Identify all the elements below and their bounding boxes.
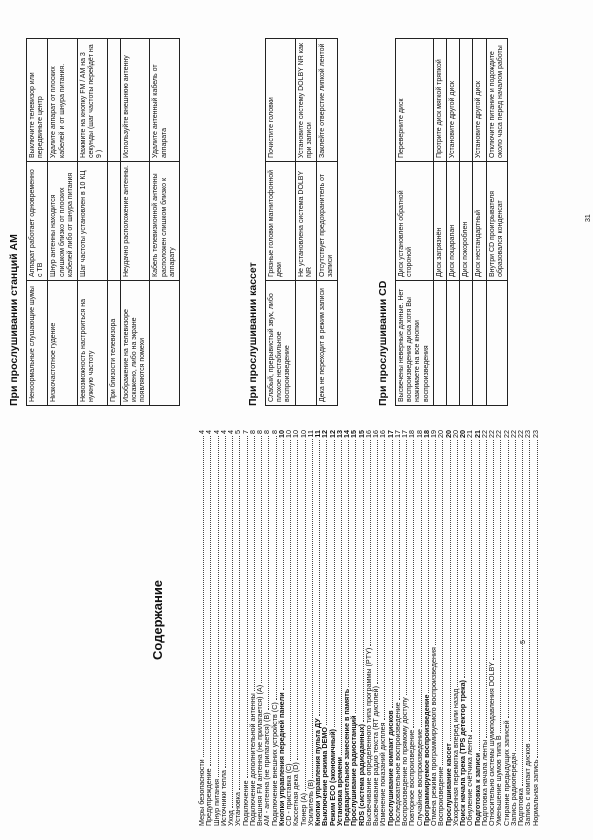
contents-entry-title: Кнопки управления пульта ДУ bbox=[313, 718, 322, 826]
contents-entry-title: Обнуление счётчика ленты bbox=[465, 734, 475, 826]
symptom-cell: Слабый, прерывистый звук, либо плохое нестабильное воспроизведение bbox=[266, 281, 296, 406]
contents-leader-dots bbox=[330, 440, 335, 727]
symptom-cell bbox=[486, 281, 507, 406]
cassette-table bbox=[265, 38, 338, 406]
remedy-cell: Переверните диск bbox=[396, 39, 434, 162]
table-row bbox=[78, 39, 108, 406]
contents-leader-dots bbox=[518, 440, 523, 786]
contents-entry-title: Режим ECO (экономичный) bbox=[327, 728, 337, 826]
contents-title: Содержание bbox=[150, 579, 165, 661]
contents-entry-page: 12 bbox=[320, 430, 330, 438]
remedy-cell bbox=[107, 39, 120, 162]
contents-leader-dots bbox=[489, 440, 494, 660]
cause-cell: Внутри CD проигрывателя образовался конденсат bbox=[486, 162, 507, 281]
symptom-cell: Невозможность настроиться на нужную частоту bbox=[78, 281, 108, 406]
cd-section-title: При прослушивании CD bbox=[377, 280, 389, 406]
contents-leader-dots bbox=[322, 440, 327, 725]
contents-entry-title: Нормальная запись bbox=[530, 759, 540, 826]
symptom-cell bbox=[460, 281, 473, 406]
cause-cell: Диск покороблен bbox=[460, 162, 473, 281]
contents-entry bbox=[198, 430, 205, 826]
contents-entry bbox=[300, 430, 307, 826]
contents-entry-title: Тюнер (А) bbox=[298, 792, 308, 826]
cause-cell: Неудачно расположение антенны. bbox=[120, 162, 150, 281]
remedy-cell: Отключите питание и подождите около часа перед началом работы bbox=[486, 39, 507, 162]
contents-entry-page: 21 bbox=[472, 430, 482, 438]
table-row bbox=[295, 39, 316, 406]
contents-leader-dots bbox=[315, 440, 320, 717]
contents-entry-title: Установка времени bbox=[334, 756, 344, 826]
contents-entry-page: 14 bbox=[342, 430, 351, 438]
contents-entry-title: Подготовка к записи bbox=[472, 752, 482, 826]
contents-entry-page: 8 bbox=[247, 430, 257, 434]
contents-leader-dots bbox=[453, 440, 458, 687]
contents-entry-page: 16 bbox=[378, 430, 388, 438]
cause-cell: Кабель телевизионной антенны расположен слишком близко к аппарату bbox=[150, 162, 180, 281]
contents-entry-page: 5 bbox=[233, 430, 243, 434]
contents-leader-dots bbox=[525, 440, 530, 741]
table-row bbox=[486, 39, 507, 406]
contents-entry-page: 4 bbox=[218, 430, 228, 434]
symptom-cell: Низкочастотное гудение bbox=[48, 281, 78, 406]
contents-entry bbox=[234, 430, 241, 826]
contents-entry-page: 22 bbox=[487, 430, 496, 438]
contents-leader-dots bbox=[395, 440, 400, 700]
contents-entry-page: 8 bbox=[269, 430, 279, 434]
contents-entry-page: 23 bbox=[530, 430, 540, 438]
contents-entry-title: Высвечивание определенного типа программы (PTY) bbox=[363, 647, 373, 826]
contents-entry-title: Ускоренная перемотка вперед или назад bbox=[450, 688, 460, 826]
contents-leader-dots bbox=[409, 440, 414, 728]
page-number-left: 5 bbox=[520, 640, 527, 644]
contents-entry bbox=[292, 430, 299, 826]
table-row bbox=[48, 39, 78, 406]
am-table bbox=[26, 38, 180, 406]
cause-cell: Аппарат работает одновременно с ТВ bbox=[27, 162, 48, 281]
cd-table bbox=[395, 38, 508, 406]
contents-entry-title: Высвечивание радио текста (RT дисплей) bbox=[371, 686, 380, 826]
contents-entry-title: Подготовка bbox=[516, 788, 525, 826]
symptom-cell: Высвечены неверные данные. Нет воспроизведения диска хотя Вы нажимаете на все кнопки воспроизведения bbox=[396, 281, 434, 406]
contents-leader-dots bbox=[402, 440, 407, 695]
contents-entry-page: 4 bbox=[204, 430, 214, 434]
cause-cell: Шнур антенны находится слишком близко от плоских кабелей либо от шнура питания bbox=[48, 162, 78, 281]
remedy-cell: Почистите головки bbox=[266, 39, 296, 162]
am-section-title: При прослушивании станций АМ bbox=[8, 234, 20, 406]
contents-entry-page: 10 bbox=[298, 430, 308, 438]
contents-entry-page: 17 bbox=[400, 430, 409, 438]
contents-entry-page: 11 bbox=[305, 430, 315, 438]
table-row bbox=[317, 39, 338, 406]
cause-cell: Диск нестандартный bbox=[473, 162, 486, 281]
contents-entry-title: Усилитель (В) bbox=[305, 779, 315, 826]
contents-leader-dots bbox=[344, 440, 349, 687]
contents-entry-page: 17 bbox=[392, 430, 402, 438]
contents-leader-dots bbox=[438, 440, 443, 765]
contents-entry-page: 18 bbox=[407, 430, 417, 438]
contents-entry-page: 10 bbox=[276, 430, 286, 438]
contents-entry-title: Стирание предыдущих записей bbox=[501, 720, 511, 826]
contents-entry-title: Запись радиопередач bbox=[508, 752, 518, 826]
table-row bbox=[396, 39, 434, 406]
cassette-section-title: При прослушивании кассет bbox=[247, 262, 259, 406]
contents-entry-page: 11 bbox=[313, 430, 322, 438]
contents-entry-page: 20 bbox=[436, 430, 446, 438]
cause-cell: Грязные головки магнитофонной деки bbox=[266, 162, 296, 281]
remedy-cell: Нажмите на кнопку FM / AM на 3 секунды (шаг частоты перейдёт на 9 ) bbox=[78, 39, 108, 162]
page-number-right: 31 bbox=[585, 214, 592, 222]
contents-entry-title: Кассетная дека (D) bbox=[291, 762, 301, 826]
contents-entry-page: 20 bbox=[458, 430, 467, 438]
symptom-cell: Неноормальные слушающие шумы bbox=[27, 281, 48, 406]
contents-leader-dots bbox=[337, 440, 342, 755]
contents-leader-dots bbox=[482, 440, 487, 738]
remedy-cell: Протрите диск мягкой тряпкой bbox=[433, 39, 446, 162]
contents-entry bbox=[213, 430, 220, 826]
contents-leader-dots bbox=[467, 440, 472, 732]
contents-entry-title: Воспроизведение по прямому доступу bbox=[400, 697, 409, 826]
contents-entry-title: Подключение bbox=[240, 780, 250, 826]
remedy-cell: Установите другой диск bbox=[473, 39, 486, 162]
contents-leader-dots bbox=[293, 440, 298, 760]
table-row bbox=[433, 39, 446, 406]
remedy-cell: Удалите аппарат от плоских кабелей и от шнура питания. bbox=[48, 39, 78, 162]
remedy-cell: Установите другой диск bbox=[447, 39, 460, 162]
contents-leader-dots bbox=[504, 440, 509, 718]
contents-entry-page: 23 bbox=[523, 430, 533, 438]
contents-entry-page: 10 bbox=[284, 430, 293, 438]
contents-leader-dots bbox=[272, 436, 277, 700]
table-row bbox=[266, 39, 296, 406]
contents-entry-title: Предварительное занесение в память bbox=[342, 688, 351, 826]
cause-cell: Шаг частоты установлен в 10 КЦ bbox=[78, 162, 108, 281]
cause-cell: Не установлена система DOLBY NR bbox=[295, 162, 316, 281]
contents-leader-dots bbox=[460, 440, 465, 678]
cause-cell bbox=[107, 162, 120, 281]
contents-entry-page: 18 bbox=[421, 430, 431, 438]
symptom-cell bbox=[150, 281, 180, 406]
contents-entry-title: Программируемое воспроизведение bbox=[421, 694, 431, 826]
contents-entry-page: 4 bbox=[226, 430, 235, 434]
contents-entry-page: 7 bbox=[240, 430, 250, 434]
contents-leader-dots bbox=[206, 436, 211, 766]
contents-entry bbox=[227, 430, 234, 826]
remedy-cell: Заклейте отверстие липкой лентой bbox=[317, 39, 338, 162]
contents-leader-dots bbox=[228, 436, 233, 808]
contents-entry-page: 22 bbox=[508, 430, 518, 438]
contents-entry-page: 18 bbox=[414, 430, 424, 438]
table-row bbox=[107, 39, 120, 406]
contents-leader-dots bbox=[264, 436, 269, 710]
cause-cell: Диск поцарапан bbox=[447, 162, 460, 281]
remedy-cell: Используйте внешнюю антенну bbox=[120, 39, 150, 162]
contents-entry-title: АМ - антенна (не прилагается) (В) bbox=[262, 712, 272, 826]
contents-entry-title: Случайное воспроизведение bbox=[414, 729, 424, 826]
contents-leader-dots bbox=[235, 436, 240, 790]
contents-leader-dots bbox=[214, 436, 219, 777]
contents-entry-page: 22 bbox=[479, 430, 489, 438]
contents-page bbox=[0, 420, 593, 840]
contents-entry-title: CD - приставка (С) bbox=[284, 763, 293, 826]
contents-entry bbox=[220, 430, 227, 826]
contents-entry-page: 4 bbox=[211, 430, 221, 434]
table-row bbox=[120, 39, 150, 406]
contents-entry-title: Поиск начала трека (TPS детектор трека) bbox=[458, 679, 467, 826]
contents-entry-title: Шнур питания bbox=[211, 778, 221, 826]
contents-leader-dots bbox=[431, 440, 436, 645]
contents-entry-title: Меры безопасности bbox=[197, 759, 206, 826]
contents-entry-title: Внешняя FM антенна (не прилагается) (А) bbox=[255, 684, 264, 826]
contents-entry-page: 16 bbox=[363, 430, 373, 438]
contents-leader-dots bbox=[446, 440, 451, 741]
contents-leader-dots bbox=[286, 440, 291, 761]
contents-entry-page: 22 bbox=[501, 430, 511, 438]
contents-leader-dots bbox=[380, 440, 385, 720]
contents-leader-dots bbox=[351, 440, 356, 713]
contents-entry-title: Подключение внешних устройств (С) bbox=[269, 702, 279, 826]
remedy-cell: Удалите антенный кабель от аппарата bbox=[150, 39, 180, 162]
contents-leader-dots bbox=[257, 436, 262, 683]
contents-entry-title: Воспроизведение bbox=[436, 766, 446, 826]
contents-leader-dots bbox=[475, 440, 480, 751]
contents-leader-dots bbox=[243, 436, 248, 778]
contents-leader-dots bbox=[359, 440, 364, 722]
contents-leader-dots bbox=[533, 440, 538, 758]
contents-entry-title: Относительно системы шумоподавления DOLBY bbox=[487, 661, 496, 826]
contents-entry-title: Отмена режима программируемого воспроизведения bbox=[429, 647, 438, 826]
remedy-cell: Установите систему DOLBY NR как при записи bbox=[295, 39, 316, 162]
contents-leader-dots bbox=[308, 439, 313, 777]
table-row bbox=[447, 39, 460, 406]
contents-entry bbox=[532, 430, 539, 826]
contents-entry-page: 4 bbox=[197, 430, 206, 434]
contents-entry-page: 15 bbox=[356, 430, 366, 438]
contents-entry-title: Кнопки управления передней панели bbox=[276, 692, 286, 826]
contents-leader-dots bbox=[424, 440, 429, 693]
contents-entry-title: Изменение показаний дисплея bbox=[378, 722, 388, 826]
remedy-cell bbox=[460, 39, 473, 162]
contents-leader-dots bbox=[301, 440, 306, 791]
contents-entry-title: Прослушивание кассет bbox=[443, 743, 453, 826]
contents-entry-page: 10 bbox=[291, 430, 301, 438]
contents-entry-title: Выключение режима DEMO bbox=[320, 727, 330, 826]
contents-entry-page: 22 bbox=[494, 430, 504, 438]
contents-entry-title: Повторное воспроизведение bbox=[407, 729, 417, 826]
symptom-cell: Дека не переходит в режим записи bbox=[317, 281, 338, 406]
table-row bbox=[150, 39, 180, 406]
contents-entry bbox=[205, 430, 212, 826]
contents-entry-title: Подключение дополнительной антенны bbox=[247, 693, 257, 826]
cause-cell: Диск установлен обратной стороной bbox=[396, 162, 434, 281]
symptom-cell bbox=[447, 281, 460, 406]
symptom-cell bbox=[295, 281, 316, 406]
contents-entry-title: Источники тепла bbox=[218, 770, 228, 826]
contents-entry-title: Последовательное воспроизведение bbox=[392, 702, 402, 826]
contents-entry-title: Уход bbox=[226, 810, 235, 826]
remedy-cell: Выключите телевизор или передвиньте центр bbox=[27, 39, 48, 162]
contents-leader-dots bbox=[250, 436, 255, 691]
contents-leader-dots bbox=[366, 440, 371, 646]
table-row bbox=[473, 39, 486, 406]
contents-entry-page: 15 bbox=[349, 430, 359, 438]
symptom-cell bbox=[473, 281, 486, 406]
contents-entry-page: 19 bbox=[429, 430, 438, 438]
table-row bbox=[27, 39, 48, 406]
contents-entry-title: RDS (система радиоданных) bbox=[356, 723, 366, 826]
contents-leader-dots bbox=[417, 440, 422, 727]
contents-leader-dots bbox=[388, 440, 393, 708]
contents-entry-title: Подготовка начала ленты bbox=[479, 739, 489, 826]
cause-cell: Диск загрязнён bbox=[433, 162, 446, 281]
contents-entry-title: Прослушивание радиостанций bbox=[349, 715, 359, 826]
contents-entry-page: 8 bbox=[262, 430, 272, 434]
contents-entry-page: 13 bbox=[334, 430, 344, 438]
contents-entry-page: 12 bbox=[327, 430, 337, 438]
contents-entry-page: 17 bbox=[385, 430, 395, 438]
contents-leader-dots bbox=[199, 436, 204, 757]
contents-leader-dots bbox=[511, 440, 516, 751]
contents-leader-dots bbox=[279, 440, 284, 690]
contents-entry-page: 20 bbox=[443, 430, 453, 438]
table-row bbox=[460, 39, 473, 406]
contents-entry-page: 16 bbox=[371, 430, 380, 438]
symptom-cell: Изображение на телевизоре искажено, либо на экране появляются помехи bbox=[120, 281, 150, 406]
contents-list bbox=[198, 430, 539, 826]
cause-cell: Отсутствует предохранитель от записи bbox=[317, 162, 338, 281]
contents-entry bbox=[510, 430, 517, 826]
contents-entry-title: Уменьшение шумов типа В bbox=[494, 735, 504, 826]
contents-entry-title: Предупреждение bbox=[204, 768, 214, 826]
contents-leader-dots bbox=[496, 440, 501, 733]
contents-leader-dots bbox=[221, 436, 226, 768]
contents-leader-dots bbox=[373, 440, 378, 684]
contents-entry-page: 21 bbox=[465, 430, 475, 438]
contents-entry-title: Установка bbox=[233, 792, 243, 826]
symptom-cell: При близости телевизора bbox=[107, 281, 120, 406]
contents-entry-title: Прослушивание компакт дисков bbox=[385, 710, 395, 826]
symptom-cell bbox=[433, 281, 446, 406]
contents-entry-title: Запись с компакт дисков bbox=[523, 743, 533, 826]
contents-entry-page: 22 bbox=[516, 430, 525, 438]
contents-entry-page: 8 bbox=[255, 430, 264, 434]
contents-entry-page: 20 bbox=[450, 430, 460, 438]
